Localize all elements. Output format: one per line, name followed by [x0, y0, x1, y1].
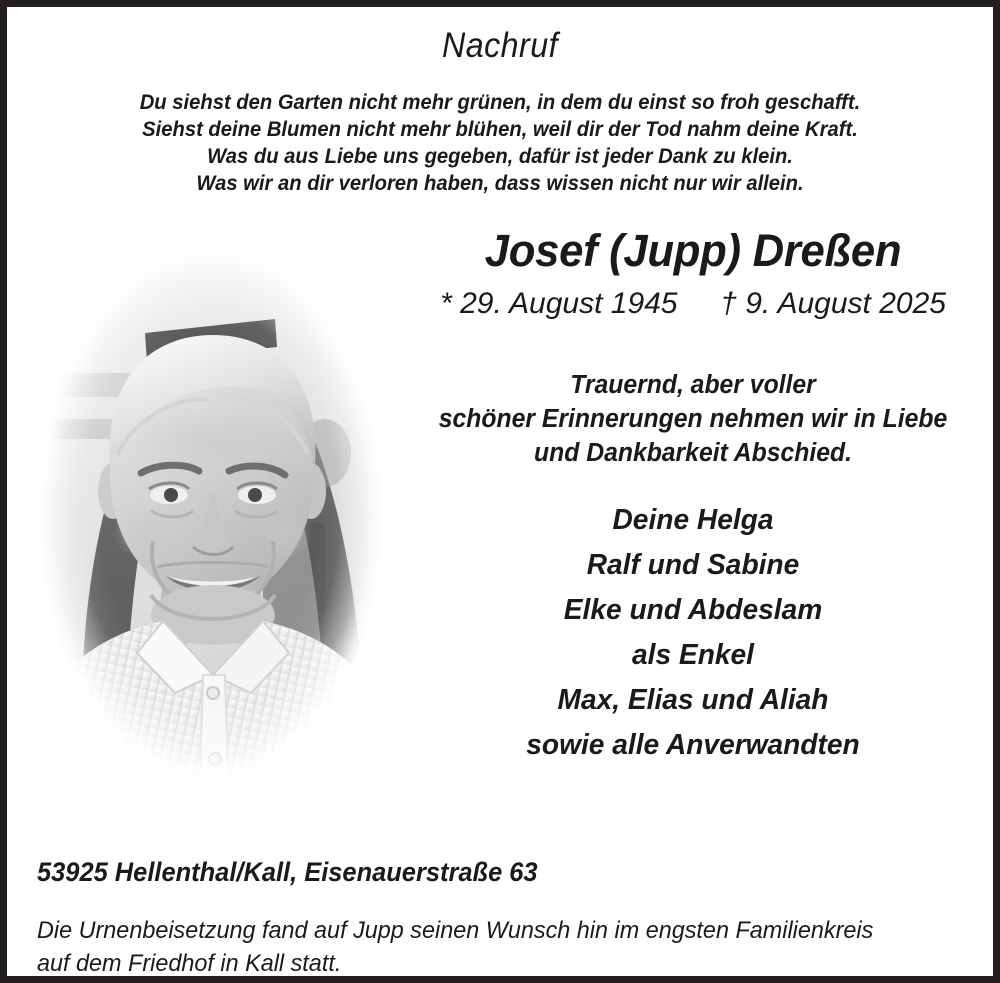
- main-content-area: [7, 219, 993, 809]
- deceased-details: [403, 219, 983, 768]
- closing-note: [37, 914, 969, 980]
- death-date: 9. August 2025: [745, 287, 946, 320]
- poem-line: Was wir an dir verloren haben, dass wissen nicht nur wir allein.: [196, 171, 804, 195]
- death-symbol: †: [720, 287, 737, 320]
- page-title: Nachruf: [442, 26, 558, 65]
- life-dates: [403, 286, 983, 322]
- poem-line: Siehst deine Blumen nicht mehr blühen, weil dir der Tod nahm deine Kraft.: [142, 117, 858, 141]
- portrait-photo: [25, 223, 395, 803]
- family-block: [403, 498, 983, 768]
- poem-line: Was du aus Liebe uns gegeben, dafür ist jeder Dank zu klein.: [207, 144, 793, 168]
- obituary-inner: [7, 28, 993, 983]
- farewell-line: schöner Erinnerungen nehmen wir in Liebe: [438, 405, 948, 433]
- closing-line: auf dem Friedhof in Kall statt.: [37, 950, 342, 977]
- farewell-line: Trauernd, aber voller: [570, 371, 816, 399]
- deceased-name: Josef (Jupp) Dreßen: [484, 225, 902, 276]
- family-line: sowie alle Anverwandten: [526, 729, 860, 761]
- farewell-block: [403, 368, 983, 470]
- family-line: Ralf und Sabine: [586, 549, 800, 581]
- family-line: Max, Elias und Aliah: [557, 684, 829, 716]
- farewell-line: und Dankbarkeit Abschied.: [534, 439, 852, 467]
- portrait-vignette-mask: [25, 223, 395, 803]
- poem-block: [7, 89, 993, 197]
- address-line: 53925 Hellenthal/Kall, Eisenauerstraße 63: [37, 857, 538, 887]
- poem-line: Du siehst den Garten nicht mehr grünen, in dem du einst so froh geschafft.: [139, 90, 861, 114]
- birth-symbol: *: [440, 287, 452, 320]
- family-line: als Enkel: [632, 639, 754, 671]
- closing-line: Die Urnenbeisetzung fand auf Jupp seinen Wunsch hin im engsten Familienkreis: [37, 917, 874, 944]
- portrait-image: [25, 223, 395, 803]
- family-line: Deine Helga: [612, 504, 774, 536]
- family-line: Elke und Abdeslam: [563, 594, 823, 626]
- birth-date: 29. August 1945: [460, 287, 678, 320]
